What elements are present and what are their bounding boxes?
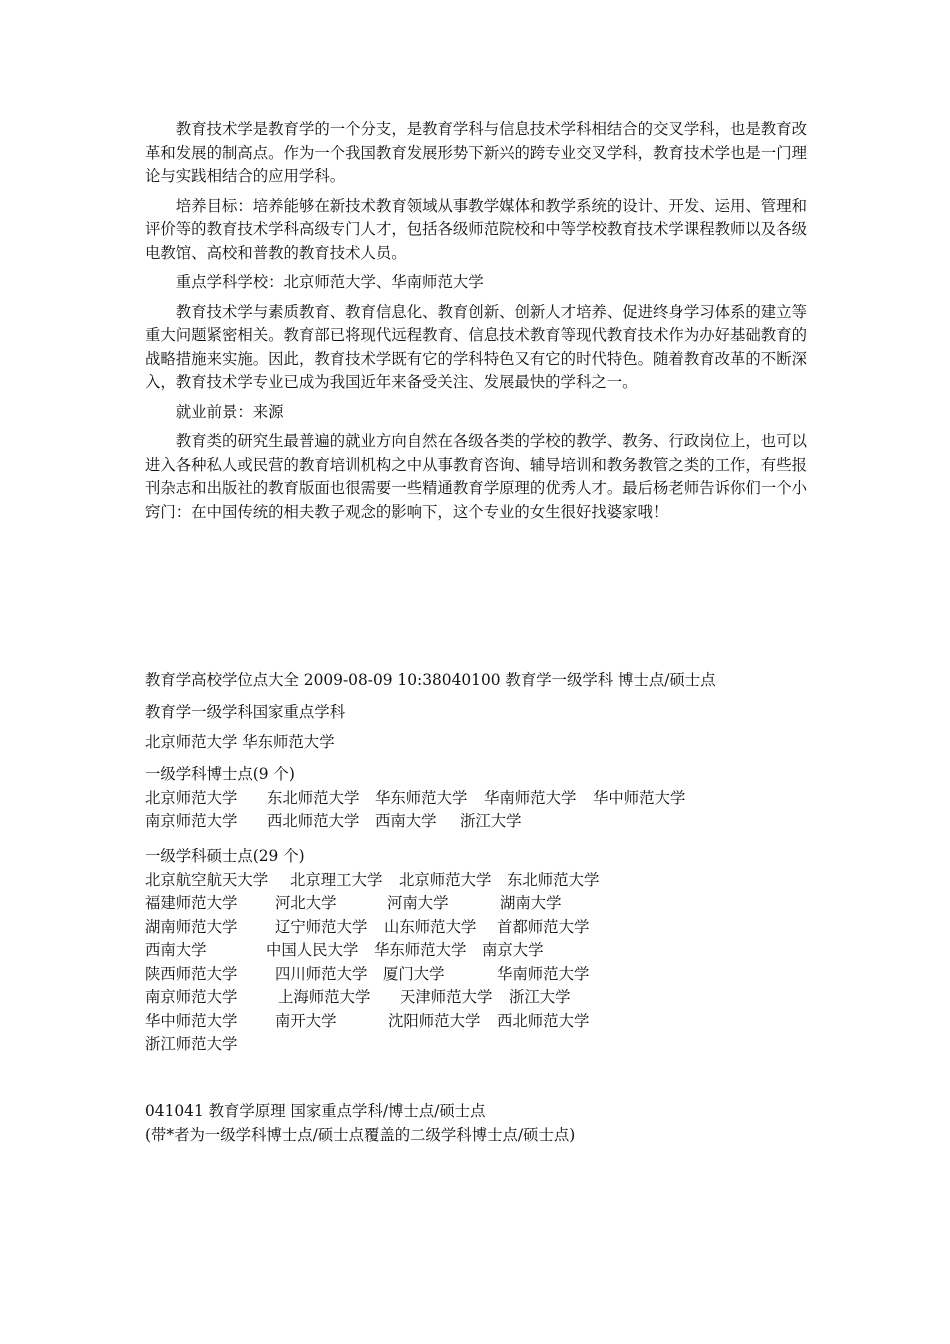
- school-name: 河南大学: [387, 894, 449, 912]
- national-key-title: 教育学一级学科国家重点学科: [145, 703, 346, 721]
- school-name: 辽宁师范大学: [275, 917, 368, 936]
- doctoral-row: [145, 810, 825, 834]
- intro-paragraph: 教育技术学与素质教育、教育信息化、教育创新、创新人才培养、促进终身学习体系的建立等重大问题紧密相关。教育部已将现代远程教育、信息技术教育等现代教育技术作为办好基础教育的战略措施来实施。因此，教育技术学既有它的学科特色又有它的时代特色。随着教育改革的不断深入，教育技术学专业已成为我国近年来备受关注、发展最快的学科之一。: [145, 302, 807, 391]
- master-block: [145, 845, 825, 1057]
- intro-paragraph: 培养目标：培养能够在新技术教育领域从事教学媒体和教学系统的设计、开发、运用、管理和评价等的教育技术学科高级专门人才，包括各级师范院校和中等学校教育技术学课程教师以及各级电教馆、高校和普教的教育技术人员。: [145, 196, 807, 262]
- school-name: 沈阳师范大学: [388, 1011, 481, 1030]
- master-row: [145, 939, 825, 963]
- school-name: 浙江师范大学: [145, 1035, 238, 1053]
- school-name: 陕西师范大学: [145, 964, 238, 983]
- school-name: 首都师范大学: [497, 917, 590, 936]
- school-name: 南京师范大学: [145, 812, 238, 830]
- intro-paragraph: 就业前景：来源: [175, 402, 284, 421]
- national-key-block: [145, 701, 825, 725]
- school-name: 北京师范大学: [145, 788, 238, 807]
- school-name: 华东师范大学: [375, 788, 468, 807]
- school-name: 西北师范大学: [497, 1011, 590, 1030]
- program-code-line: 041041 教育学原理 国家重点学科/博士点/硕士点: [145, 1102, 486, 1120]
- school-name: 四川师范大学: [275, 964, 368, 983]
- school-name: 上海师范大学: [278, 988, 371, 1006]
- school-name: 华东师范大学: [374, 941, 467, 959]
- school-name: 浙江大学: [460, 812, 522, 830]
- program-block: [145, 1100, 825, 1147]
- header-line-block: [145, 669, 825, 693]
- intro-paragraph: 重点学科学校：北京师范大学、华南师范大学: [175, 273, 484, 291]
- school-name: 北京师范大学: [399, 870, 492, 889]
- doctoral-title: 一级学科博士点(9 个): [145, 765, 295, 783]
- school-name: 华南师范大学: [484, 788, 577, 807]
- school-name: 西南大学: [375, 812, 437, 830]
- master-row: [145, 869, 825, 893]
- school-name: 华中师范大学: [593, 788, 686, 807]
- national-key-schools-block: [145, 731, 825, 755]
- intro-paragraph: 教育技术学是教育学的一个分支，是教育学科与信息技术学科相结合的交叉学科，也是教育改革和发展的制高点。作为一个我国教育发展形势下新兴的跨专业交叉学科，教育技术学也是一门理论与实践相结合的应用学科。: [145, 120, 807, 185]
- master-row: [145, 963, 825, 987]
- listing-header-line: 教育学高校学位点大全 2009-08-09 10:38040100 教育学一级学科 博士点/硕士点: [145, 671, 716, 689]
- school-name: 北京航空航天大学: [145, 870, 269, 889]
- school-name: 南京大学: [482, 941, 544, 959]
- national-key-schools: 北京师范大学 华东师范大学: [145, 733, 335, 751]
- school-name: 天津师范大学: [400, 988, 493, 1006]
- school-name: 南京师范大学: [145, 988, 238, 1006]
- doctoral-block: [145, 763, 825, 834]
- school-name: 西北师范大学: [267, 812, 360, 830]
- school-name: 华南师范大学: [497, 964, 590, 983]
- program-note-line: (带*者为一级学科博士点/硕士点覆盖的二级学科博士点/硕士点): [145, 1125, 576, 1144]
- school-name: 华中师范大学: [145, 1011, 238, 1030]
- doctoral-row: [145, 787, 825, 811]
- school-name: 东北师范大学: [267, 788, 360, 807]
- school-name: 西南大学: [145, 941, 207, 959]
- school-name: 湖南大学: [500, 894, 562, 912]
- school-name: 河北大学: [275, 894, 337, 912]
- school-name: 湖南师范大学: [145, 917, 238, 936]
- school-name: 北京理工大学: [290, 870, 383, 889]
- school-name: 东北师范大学: [507, 870, 600, 889]
- school-name: 厦门大学: [383, 964, 445, 983]
- master-row: [145, 892, 825, 916]
- master-row: [145, 916, 825, 940]
- master-row: [145, 1033, 825, 1057]
- school-name: 福建师范大学: [145, 894, 238, 912]
- school-name: 山东师范大学: [384, 917, 477, 936]
- school-name: 浙江大学: [509, 988, 571, 1006]
- school-name: 南开大学: [275, 1011, 337, 1030]
- school-name: 中国人民大学: [266, 941, 359, 959]
- intro-section: [145, 118, 807, 530]
- master-title: 一级学科硕士点(29 个): [145, 847, 305, 865]
- master-row: [145, 1010, 825, 1034]
- intro-paragraph: 教育类的研究生最普遍的就业方向自然在各级各类的学校的教学、教务、行政岗位上，也可以进入各种私人或民营的教育培训机构之中从事教育咨询、辅导培训和教务教管之类的工作，有些报刊杂志和出版社的教育版面也很需要一些精通教育学原理的优秀人才。最后杨老师告诉你们一个小窍门：在中国传统的相夫教子观念的影响下，这个专业的女生很好找婆家哦！: [145, 432, 807, 521]
- master-row: [145, 986, 825, 1010]
